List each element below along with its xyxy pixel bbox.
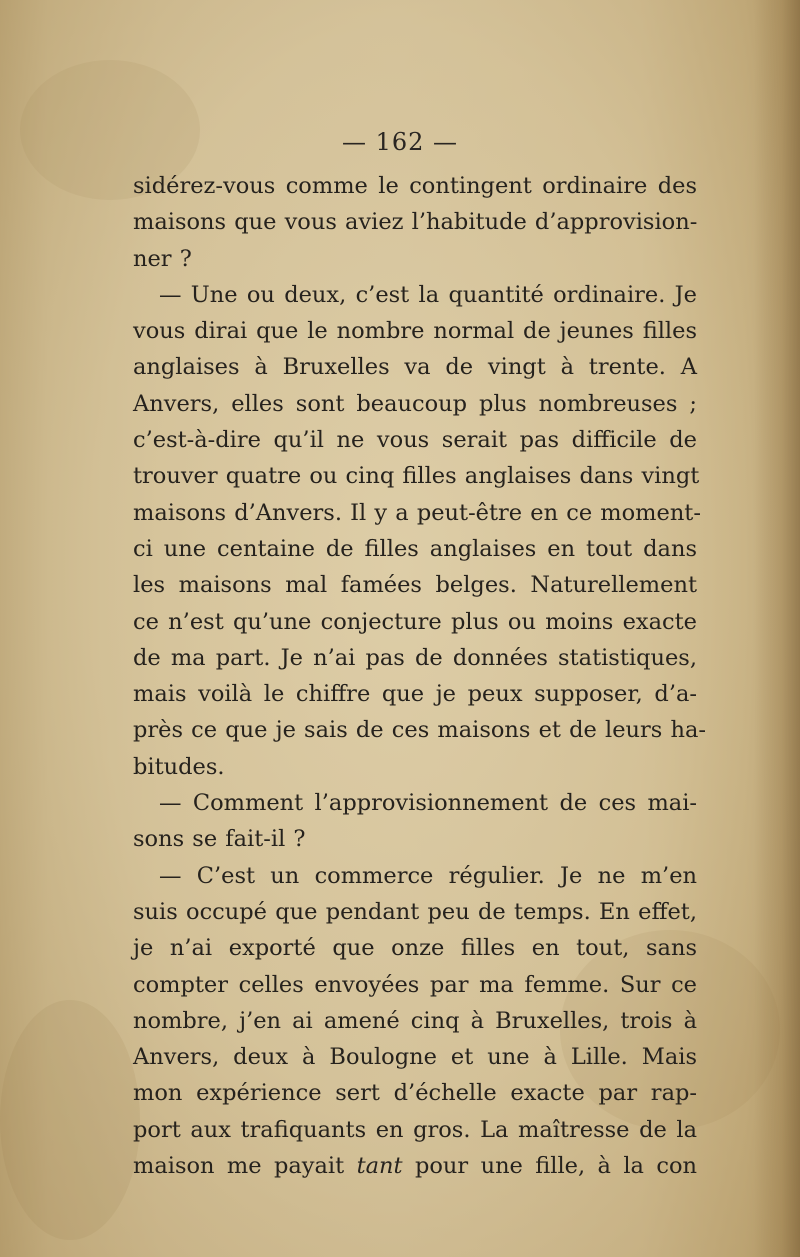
- text-line: nombre, j’en ai amené cinq à Bruxelles, trois à: [133, 1007, 697, 1034]
- text-segment: maison me payait: [133, 1153, 345, 1180]
- text-line: maisons que vous aviez l’habitude d’approvision-: [133, 209, 698, 236]
- text-line: je n’ai exporté que onze filles en tout, sans: [133, 935, 697, 962]
- text-line: c’est-à-dire qu’il ne vous serait pas difficile de: [133, 427, 697, 454]
- text-line: de ma part. Je n’ai pas de données statistiques,: [133, 644, 697, 671]
- text-line: maisons d’Anvers. Il y a peut-être en ce moment-: [133, 499, 701, 526]
- body-text: [133, 168, 706, 1184]
- text-line: anglaises à Bruxelles va de vingt à trente. A: [133, 354, 697, 381]
- page-number: — 162 —: [341, 128, 459, 156]
- italic-word: tant: [356, 1153, 403, 1180]
- text-line: compter celles envoyées par ma femme. Sur ce: [133, 971, 697, 998]
- text-line: mais voilà le chiffre que je peux supposer, d’a-: [133, 681, 697, 708]
- text-line: sons se fait-il ?: [133, 826, 306, 853]
- text-line: ci une centaine de filles anglaises en tout dans: [133, 535, 697, 562]
- text-line: mon expérience sert d’échelle exacte par rap-: [133, 1080, 697, 1107]
- text-line: — Une ou deux, c’est la quantité ordinaire. Je: [159, 281, 697, 308]
- page-edge-shadow: [754, 0, 800, 1257]
- paper-stain: [0, 1000, 140, 1240]
- text-line: sidérez-vous comme le contingent ordinaire des: [133, 173, 697, 199]
- text-segment: pour une fille, à la con: [414, 1153, 698, 1180]
- text-line: suis occupé que pendant peu de temps. En effet,: [133, 898, 697, 925]
- text-line: près ce que je sais de ces maisons et de leurs ha-: [133, 717, 706, 744]
- text-line: trouver quatre ou cinq filles anglaises dans vingt: [133, 463, 700, 490]
- text-line: ce n’est qu’une conjecture plus ou moins exacte: [133, 608, 697, 635]
- text-line-last: [133, 1148, 697, 1184]
- text-line: les maisons mal famées belges. Naturellement: [133, 572, 697, 599]
- text-line: ner ?: [133, 245, 192, 272]
- text-line: bitudes.: [133, 753, 225, 780]
- text-line: — Comment l’approvisionnement de ces mai-: [159, 790, 697, 817]
- text-line: Anvers, elles sont beaucoup plus nombreuses ;: [133, 390, 697, 417]
- text-line: — C’est un commerce régulier. Je ne m’en: [159, 862, 697, 889]
- text-line: Anvers, deux à Boulogne et une à Lille. Mais: [133, 1044, 697, 1071]
- text-line: port aux trafiquants en gros. La maîtresse de la: [133, 1116, 697, 1143]
- text-line: vous dirai que le nombre normal de jeunes filles: [133, 318, 697, 345]
